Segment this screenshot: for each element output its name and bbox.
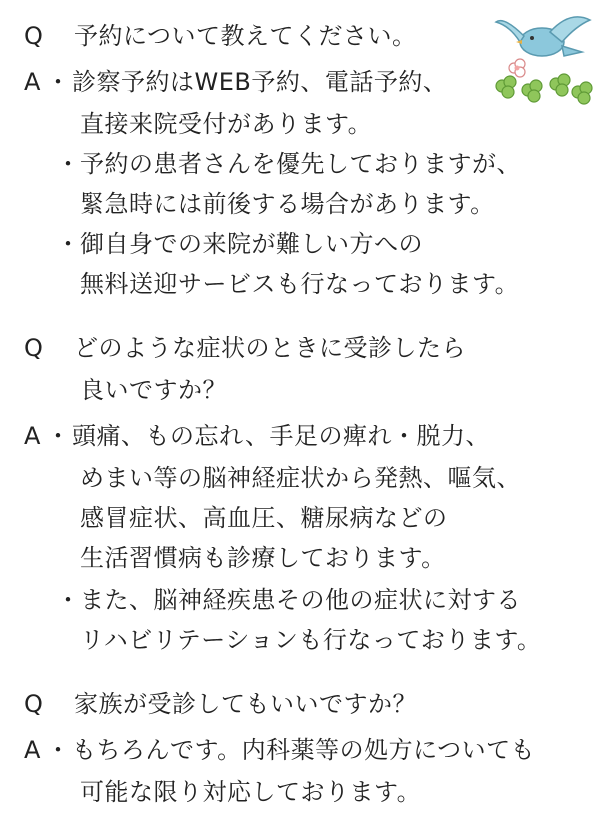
bullet: ・ xyxy=(56,230,81,258)
bird-icon xyxy=(496,17,590,56)
bullet: ・ xyxy=(46,422,71,450)
faq-answer-line: 直接来院受付があります。 xyxy=(80,110,373,138)
q-mark: Q xyxy=(24,22,44,50)
question-text-line: 良いですか？ xyxy=(80,376,227,404)
q-mark: Q xyxy=(24,334,44,362)
answer-text: また、脳神経疾患その他の症状に対する xyxy=(80,586,521,614)
faq-answer-line: 可能な限り対応しております。 xyxy=(80,778,422,806)
bullet: ・ xyxy=(56,586,81,614)
faq-answer-line: リハビリテーションも行なっております。 xyxy=(80,626,542,654)
answer-text: 診察予約はWEB予約、電話予約、 xyxy=(72,68,448,96)
answer-text: 頭痛、もの忘れ、手足の痺れ・脱力、 xyxy=(72,422,490,450)
a-mark: A xyxy=(24,422,41,450)
bullet: ・ xyxy=(46,68,71,96)
question-text: どのような症状のときに受診したら xyxy=(74,334,466,362)
faq-answer-line: 無料送迎サービスも行なっております。 xyxy=(80,270,520,298)
bullet: ・ xyxy=(46,736,71,764)
bird-clover-illustration xyxy=(490,12,598,108)
q-mark: Q xyxy=(24,690,44,718)
faq-answer-line: 生活習慣病も診療しております。 xyxy=(80,544,446,572)
answer-text: 御自身での来院が難しい方への xyxy=(80,230,423,258)
a-mark: A xyxy=(24,68,41,96)
answer-text: 予約の患者さんを優先しておりますが、 xyxy=(80,150,521,178)
bullet: ・ xyxy=(56,150,81,178)
faq-answer-line: めまい等の脳神経症状から発熱、嘔気、 xyxy=(80,464,521,492)
answer-text: もちろんです。内科薬等の処方についても xyxy=(72,736,536,764)
flower-icon xyxy=(509,59,525,77)
faq-answer-line: 緊急時には前後する場合があります。 xyxy=(80,190,495,218)
clover-icon xyxy=(496,74,592,104)
a-mark: A xyxy=(24,736,41,764)
faq-answer-line: 感冒症状、高血圧、糖尿病などの xyxy=(80,504,448,532)
question-text: 家族が受診してもいいですか？ xyxy=(74,690,417,718)
question-text: 予約について教えてください。 xyxy=(74,22,417,50)
